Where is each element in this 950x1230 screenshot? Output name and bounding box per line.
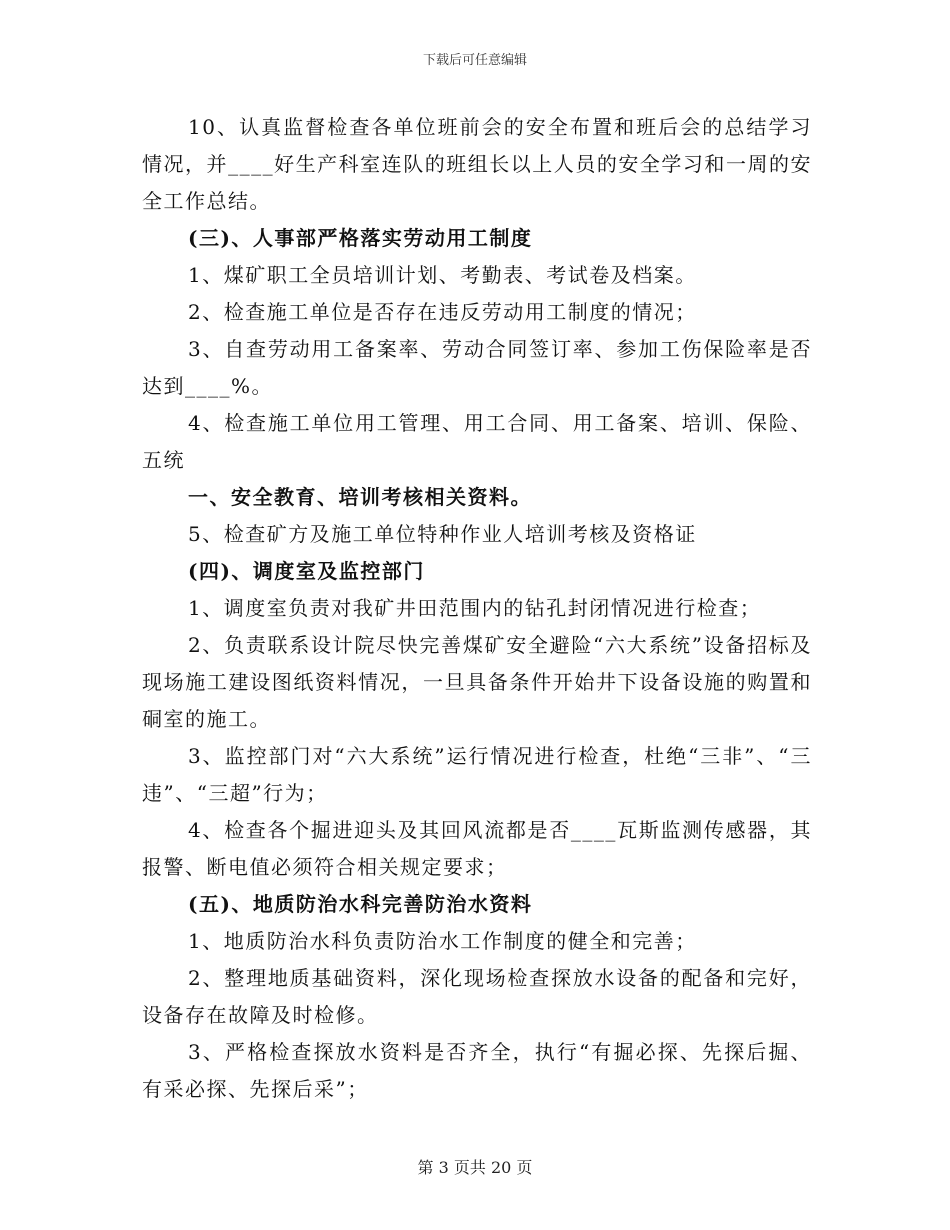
section-heading: (四)、调度室及监控部门	[188, 559, 425, 583]
paragraph: 2、整理地质基础资料，深化现场检查探放水设备的配备和完好，设备存在故障及时检修。	[142, 966, 812, 1027]
paragraph: 3、自查劳动用工备案率、劳动合同签订率、参加工伤保险率是否达到____%。	[142, 337, 812, 398]
page-number-footer: 第 3 页共 20 页	[417, 1158, 533, 1177]
paragraph: 3、监控部门对“六大系统”运行情况进行检查，杜绝“三非”、“三违”、“三超”行为；	[142, 744, 812, 805]
paragraph: 4、检查各个掘进迎头及其回风流都是否____瓦斯监测传感器，其报警、断电值必须符合相关规定要求；	[142, 818, 812, 879]
section-heading: (五)、地质防治水科完善防治水资料	[188, 892, 533, 916]
paragraph: 4、检查施工单位用工管理、用工合同、用工备案、培训、保险、五统	[142, 411, 812, 472]
paragraph: 3、严格检查探放水资料是否齐全，执行“有掘必探、先探后掘、有采必探、先探后采”；	[142, 1040, 812, 1101]
page-header: 下载后可任意编辑	[422, 53, 527, 68]
paragraph: 10、认真监督检查各单位班前会的安全布置和班后会的总结学习情况，并____好生产科室连队的班组长以上人员的安全学习和一周的安全工作总结。	[142, 115, 812, 213]
paragraph: 1、煤矿职工全员培训计划、考勤表、考试卷及档案。	[188, 263, 697, 287]
paragraph: 2、负责联系设计院尽快完善煤矿安全避险“六大系统”设备招标及现场施工建设图纸资料情况，一旦具备条件开始井下设备设施的购置和硐室的施工。	[142, 633, 812, 731]
section-heading: (三)、人事部严格落实劳动用工制度	[188, 226, 533, 250]
document-body	[142, 109, 812, 1108]
paragraph: 1、调度室负责对我矿井田范围内的钻孔封闭情况进行检查；	[188, 596, 762, 620]
paragraph: 1、地质防治水科负责防治水工作制度的健全和完善；	[188, 929, 697, 953]
section-heading: 一、安全教育、培训考核相关资料。	[188, 485, 532, 509]
paragraph: 5、检查矿方及施工单位特种作业人培训考核及资格证	[188, 522, 697, 546]
paragraph: 2、检查施工单位是否存在违反劳动用工制度的情况；	[188, 300, 697, 324]
